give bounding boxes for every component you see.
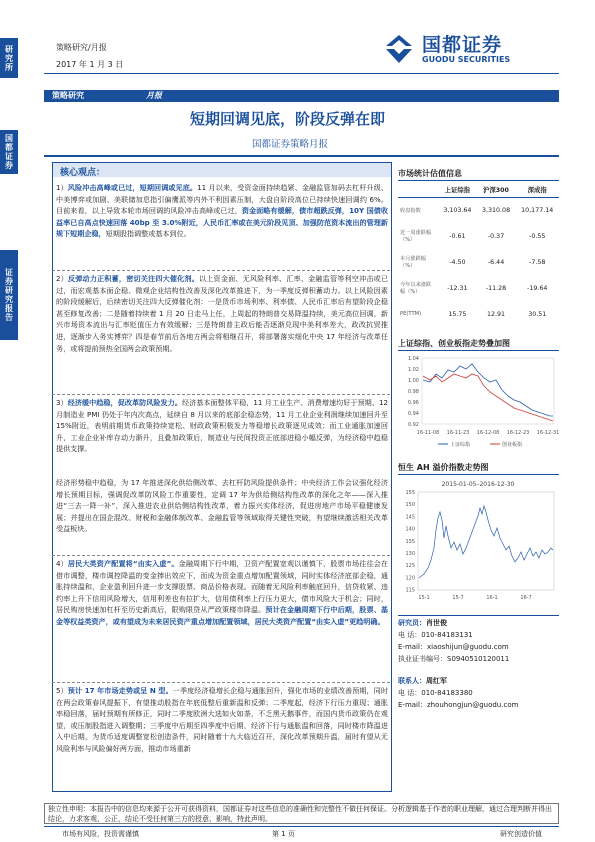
market-col-header: 沪深300 <box>483 187 509 195</box>
chart2-y-tick: 155 <box>405 490 415 496</box>
market-row-label: 今年以来涨跌幅（%） <box>400 282 432 295</box>
author-phone: 010-84183131 <box>421 631 473 639</box>
chart2-series-line <box>419 506 553 578</box>
contact-block <box>398 675 559 711</box>
market-cell: 15.75 <box>448 310 467 318</box>
chart1-y-tick: 0.92 <box>407 422 419 428</box>
market-heading: 市场统计估值信息 <box>398 169 462 178</box>
market-row <box>398 249 559 275</box>
core-point-2: 2）反弹动力正积蓄，密切关注四大催化剂。以上资金面、无风险利率、汇率、金融监管等利空冲击或已过，而宏观基本面企稳、微观企业结构性改善及深化改革推进下，为一季度反弹积蓄动力。以上风险因素的阶段缓解后，后续密切关注四大反弹催化剂：一是货币市场利率、利率债、人民币汇率后有望阶段企稳甚至修复改善；二是随着持续着 1 月 20 日走马上任，上周起的特朗普交易降温持续，美元高位回调，新兴市场资本流出与汇率贬值压力有效缓解；三是特朗普主政后能否逐渐兑现中美利率差大，政改抗贸推进，逐渐步入务实博弈？四是春节前后各地方两会将相继召开，将部署落实细化中央 17 年经济与改革任务，或将提前预热全国两会政策预期。 <box>56 274 389 353</box>
author-block <box>398 617 559 665</box>
divider-2 <box>52 394 390 395</box>
chart1-x-tick: 16-11-23 <box>446 430 470 436</box>
chart2-x-tick: 16-1 <box>486 595 498 601</box>
chart2-y-tick: 135 <box>405 538 415 545</box>
core-heading: 核心观点： <box>60 168 106 178</box>
author-email[interactable]: xiaoshijun@guodu.com <box>426 643 509 651</box>
market-row <box>398 301 559 327</box>
chart2-x-tick: 16-7 <box>520 595 532 601</box>
market-cell: 3,103.64 <box>443 206 472 214</box>
core-point-3: 3）经济缓中趋稳，促改革防风险发力。经济基本面整体平稳，11 月工业生产、消费增速均好于预期、12 月制造业 PMI 仍处于年内次高点，延续自 8 月以来的底部企稳态势，11 月工业企业利润继续加速回升至 15%附近，表明前期货币政策持续宽松、财政政策积极发力等稳增长政策逐见成效；而工业通胀加速回升，工业企业补库存动力渐升，且叠加政策后，制造业与民间投资正底部进稳小幅反弹，为经济稳中趋稳提供支撑。 <box>56 398 388 454</box>
market-row <box>398 275 559 301</box>
contact-name: 周红军 <box>426 677 447 685</box>
chart1-frame <box>422 358 554 424</box>
market-row-label: PE(TTM) <box>400 311 422 317</box>
divider-3 <box>52 555 390 556</box>
title-rule <box>44 155 559 157</box>
chart1-rule <box>398 350 559 351</box>
core-point-4: 经济形势稳中趋稳，为 17 年推进深化供给侧改革、去杠杆防风险提供条件；中央经济工作会议强化经济增长预期目标，强调促改革防风险工作重要性，定调 17 年为供给侧结构性改革的深化之年——深入推进“三去一降一补”，深入推进农业供给侧结构性改革，着力振兴实体经济，促进房地产市场平稳健康发展；并提出在国企混改、财税和金融体制改革、金融监管等领域取得关键性突破，有望继续激活相关改革受益板块。 <box>56 478 388 534</box>
side-tab-report: 证券研究报告 <box>0 250 18 340</box>
contact-phone: 010-84183380 <box>421 689 473 697</box>
chart2-y-tick: 140 <box>405 526 415 533</box>
footer-rule <box>44 826 559 827</box>
contact-email[interactable]: zhouhongjun@guodu.com <box>426 701 519 709</box>
market-row-label: 本月涨跌幅（%） <box>400 256 426 269</box>
author-cert-label: 执业证书编号： <box>398 655 447 663</box>
banner-bar <box>44 90 559 102</box>
market-cell: 10,177.14 <box>521 206 554 214</box>
chart1-y-tick: 0.94 <box>407 411 419 417</box>
market-row <box>398 223 559 249</box>
author-cert: S0940510120011 <box>447 655 510 663</box>
page-subtitle: 国都证券策略月报 <box>252 139 329 150</box>
market-col-header: 深成指 <box>527 187 547 195</box>
author-name: 肖世俊 <box>426 619 447 627</box>
chart1-y-tick: 0.96 <box>407 400 419 406</box>
chart1-x-tick: 16-11-08 <box>416 430 440 436</box>
disclaimer-box: 独立性申明：本报告中的信息均来源于公开可获得资料，国都证券对这些信息的准确性和完整性不做任何保证。分析逻辑基于作者的职业理解，通过合理判断并得出结论，力求客观、公正，结论不受任何第三方的授意、影响，特此声明。 <box>44 803 559 824</box>
chart2-y-tick: 150 <box>405 502 415 509</box>
chart1-x-tick: 16-12-31 <box>536 430 559 436</box>
chart1-y-tick: 1.00 <box>407 378 419 384</box>
market-row-label: 收盘指数 <box>400 207 421 214</box>
core-point-5: 4）居民大类资产配置将“由实入虚”。金融周期下行中期，卫资产配置宽观以谨慎下，股票市场往往会在借市调整，楼市调控降温的变金捧出效应下，而成为资金重点增加配置领域，同时实体经济底部企稳，通胀持续温和，企业盈利回升进一步支撑股票、商品价格表现。而随着无风险利率触底回升，信贷收紧、违约率上升下信用风险增大，信用利差也有拉扩大，信用债利率上行压力更大，债市风险大于机会；同时，居民购房快速加杠杆至历史新高后，限购限贷从严政策楼市降温。预计在金融周期下行中后期，股票、基金等权益类资产，或有望成为未来居民资产重点增加配置领域，居民大类资产配置“由实入虚”更趋明确。 <box>56 559 389 626</box>
header-rule <box>44 73 559 74</box>
author-phone-label: 电 话： <box>398 631 422 639</box>
logo-en: GUODU SECURITIES <box>422 55 511 64</box>
market-row <box>398 197 559 223</box>
report-type: 策略研究/月报 <box>56 43 107 52</box>
chart2-subtitle: 2015-01-05–2016-12-30 <box>441 481 515 488</box>
core-point-1: 1）风险冲击高峰或已过，短期回调或见底。11 月以来，受资金面持续趋紧、金融监管加码去杠杆升级、中美博弈或加剧、美联储加息指引偏鹰派等内外不利因素压制，大盘自阶段高位已持续快速回调约 6%。目前来看，以上导致本轮市场回调的风险冲击高峰或已过，资金面略有缓解，债市超跌反弹，10Y 国债收益率已自高点快速回落 40bp 至 3.0%附近，人民币汇率或在美元阶段见顶、加强防范资本流出的管理新规下短期企稳，短期股指调整或基本到位。 <box>56 183 389 239</box>
chart1-legend-2: 创业板指 <box>502 442 523 448</box>
chart1-x-tick: 16-12-08 <box>476 430 500 436</box>
chart1-y-tick: 1.02 <box>407 367 419 373</box>
market-cell: -4.50 <box>449 258 466 266</box>
contact-email-label: E-mail： <box>398 701 427 709</box>
company-logo <box>382 28 562 72</box>
chart2-y-tick: 145 <box>405 514 415 521</box>
market-cell: -7.58 <box>529 258 546 266</box>
chart1-heading: 上证综指、创业板指走势叠加图 <box>398 339 510 348</box>
contact-phone-label: 电 话： <box>398 689 422 697</box>
market-cell: 3,310.08 <box>482 206 511 214</box>
chart2-y-tick: 130 <box>405 551 415 557</box>
contact-label: 联系人： <box>398 677 426 685</box>
chart2-frame <box>418 492 554 590</box>
side-tab-company: 国都证券 <box>0 130 18 174</box>
banner-right: 月报 <box>146 91 162 100</box>
chart2-y-tick: 125 <box>405 563 415 570</box>
footer-left: 市场有风险，投资需谨慎 <box>62 830 139 838</box>
banner-left: 策略研究 <box>52 91 84 100</box>
market-cell: -0.61 <box>449 232 466 240</box>
side-tab-institute: 研究所 <box>0 38 18 78</box>
author-email-label: E-mail： <box>398 643 427 651</box>
market-cell: 12.91 <box>487 310 506 318</box>
chart2-x-tick: 15-7 <box>452 595 464 601</box>
market-cell: 30.51 <box>528 310 547 318</box>
report-date: 2017 年 1 月 3 日 <box>56 60 124 69</box>
author-label: 研究员： <box>398 619 426 627</box>
chart1-x-tick: 16-12-23 <box>506 430 530 436</box>
market-cell: -19.64 <box>527 284 548 292</box>
market-cell: -12.31 <box>447 284 468 292</box>
core-point-6: 5）预计 17 年市场走势或呈 N 型。一季度经济稳增长企稳与通胀回升，强化市场的业绩改善预期，同时在两会政策春风提振下，有望推动股指在年底低整后重新温和反弹；二季度起，经济下行压力重现；通胀率稳回落，届时预期有所修正，同时二季度欧洲大选如火如荼，不乏黑天鹅事件，而国内货币政策仍在观望，或压制股指进入调整期；三季度中后期至四季度中后期，经济下行与通胀温和回落，同时楼市降温进入中后期，为货币适度调整宽松创造条件，同时随着十九大临近召开，深化改革预期升温，届时有望从无风险利率与风险偏好两方面，推动市场重新 <box>56 686 388 753</box>
market-rule <box>398 180 559 181</box>
chart2-x-tick: 15-1 <box>418 595 430 601</box>
chart1-y-tick: 0.98 <box>407 389 419 395</box>
market-table <box>398 183 559 327</box>
chart2-y-tick: 115 <box>405 587 415 594</box>
logo-mark-icon <box>382 32 416 66</box>
chart2-rule <box>398 474 559 475</box>
market-cell: -0.37 <box>487 232 505 240</box>
market-col-header <box>398 183 438 197</box>
market-row-label: 近一周涨跌幅（%） <box>400 230 432 243</box>
page-number: 第 1 页 <box>272 830 295 838</box>
market-cell: -6.44 <box>487 258 505 266</box>
footer-right: 研究创造价值 <box>500 830 542 838</box>
author-rule <box>398 615 559 616</box>
market-cell: -11.28 <box>485 284 507 292</box>
market-col-header: 上证综指 <box>444 187 470 195</box>
market-cell: -0.55 <box>529 232 546 240</box>
divider-1 <box>52 270 390 271</box>
logo-cn: 国都证券 <box>422 34 503 56</box>
chart1-y-tick: 1.04 <box>407 356 419 362</box>
chart2-y-tick: 120 <box>405 575 415 582</box>
chart1-legend-1: 上证综指 <box>450 442 471 448</box>
chart2-heading: 恒生 AH 溢价指数走势图 <box>398 463 489 472</box>
page-title: 短期回调见底，阶段反弹在即 <box>190 110 386 128</box>
divider-4 <box>52 682 390 683</box>
index-overlay-chart <box>398 352 559 452</box>
ah-premium-chart <box>398 478 559 608</box>
